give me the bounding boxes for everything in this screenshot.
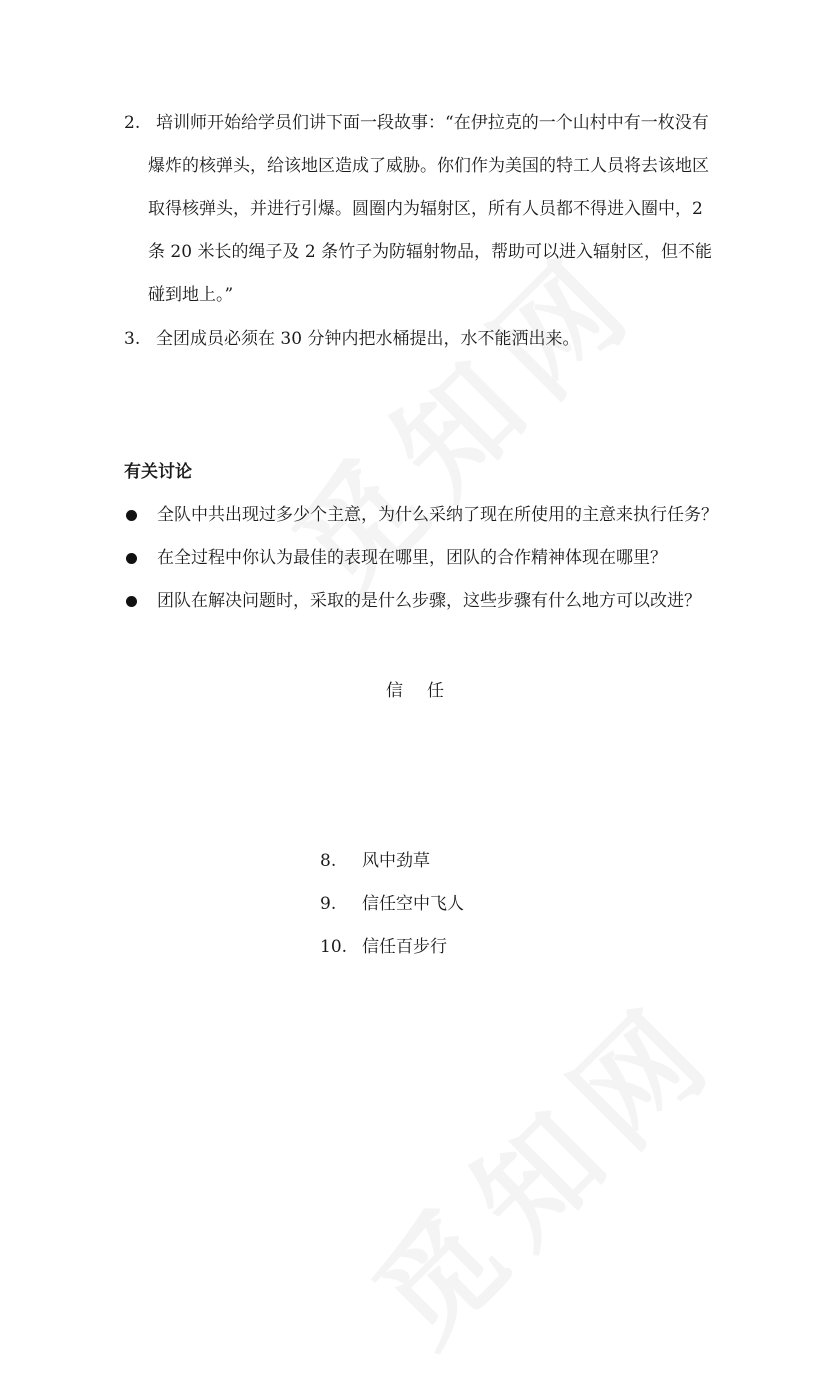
toc-title: 信任空中飞人 [362,894,464,914]
item-number: 3. [124,329,141,349]
toc-number: 9. [320,894,337,914]
bullet-icon [126,596,137,607]
bullet-item [124,580,744,623]
item-number: 2. [124,113,141,133]
list-item [124,318,724,361]
bullet-item [124,537,744,580]
bullet-text: 团队在解决问题时，采取的是什么步骤，这些步骤有什么地方可以改进？ [157,591,701,611]
discussion-list [124,494,744,623]
section-title: 信任 [386,681,468,701]
watermark [331,957,750,1375]
toc-number: 10. [320,937,348,957]
bullet-text: 在全过程中你认为最佳的表现在哪里，团队的合作精神体现在哪里？ [157,548,667,568]
list-item [124,102,724,317]
item-text: 培训师开始给学员们讲下面一段故事：“在伊拉克的一个山村中有一枚没有爆炸的核弹头，给该地区造成了威胁。你们作为美国的特工人员将去该地区取得核弹头，并进行引爆。圆圈内为辐射区，所有人员都不得进入圈中，2 条 20 米长的绳子及 2 条竹子为防辐射物品，帮助可以进入辐射区，但不能碰到地上。” [148,113,713,305]
bullet-icon [126,510,137,521]
item-text: 全团成员必须在 30 分钟内把水桶提出，水不能洒出来。 [156,329,580,349]
bullet-icon [126,553,137,564]
bullet-item [124,494,744,537]
toc-title: 风中劲草 [362,851,430,871]
bullet-text: 全队中共出现过多少个主意，为什么采纳了现在所使用的主意来执行任务？ [157,505,718,525]
toc-title: 信任百步行 [362,937,447,957]
toc-number: 8. [320,851,337,871]
discussion-heading: 有关讨论 [124,462,192,482]
